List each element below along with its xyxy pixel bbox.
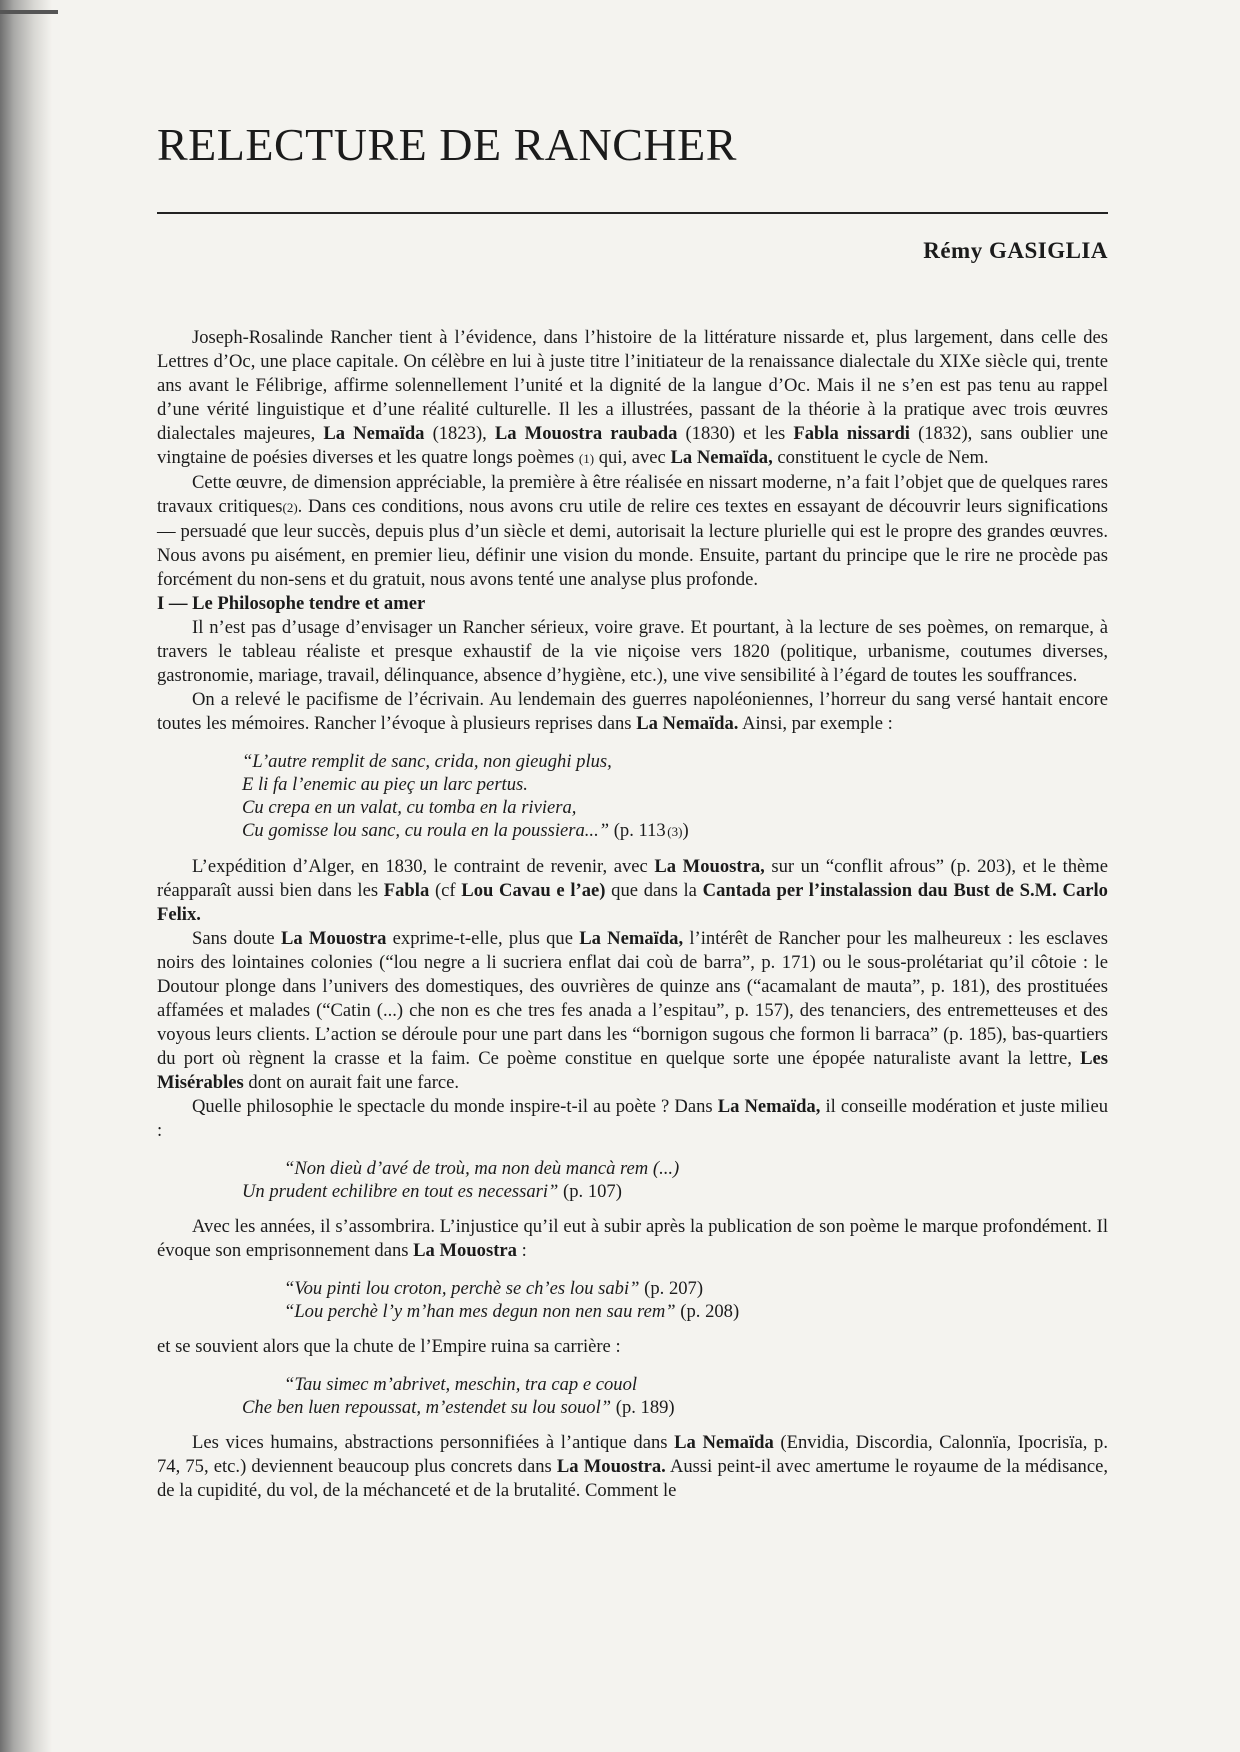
section1-paragraph-1: Il n’est pas d’usage d’envisager un Rancher sérieux, voire grave. Et pourtant, à la lecture de ses poèmes, on remarque, à travers le tableau réaliste et presque exhaustif de la vie niçoise vers 1820 (politique, urbanisme, coutumes diverses, gastronomie, mariage, travail, délinquance, absence d’hygiène, etc.), une vive sensibilité à l’égard de toutes les souffrances. [157,617,1108,686]
work-title: Lou Cavau e l’ae) [461,880,606,901]
verse-line: Un prudent echilibre en tout es necessari” [242,1181,559,1202]
work-title: Cantada per l’instalassion dau Bust de S.M. Carlo Felix. [157,880,1108,925]
text-run: On a relevé le pacifisme de l’écrivain. Au lendemain des guerres napoléoniennes, l’horreur du sang versé hantait encore toutes les mémoires. Rancher l’évoque à plusieurs reprises dans [157,689,1108,734]
verse-line: “L’autre remplit de sanc, crida, non gieughi plus, [242,751,612,772]
work-title: La Nemaïda, [579,928,684,949]
section1-paragraph-2 [157,688,1108,736]
text-run: sur un “conflit afrous” (p. 203), et le thème réapparaît aussi bien dans les [157,856,1109,901]
text-run: Sans doute [192,928,275,949]
section1-paragraph-4 [157,927,1108,1095]
page-binding-shadow [0,0,52,1752]
work-title: La Mouostra [413,1240,517,1261]
text-run: Aussi peint-il avec amertume le royaume de la médisance, de la cupidité, du vol, de la méchanceté et de la brutalité. Comment le [157,1456,1109,1501]
text-run: L’expédition d’Alger, en 1830, le contraint de revenir, avec [192,856,648,877]
verse-line-with-ref [242,1300,1108,1323]
work-title: Les Misérables [157,1048,1108,1093]
work-title: Fabla nissardi [793,423,910,444]
text-run: (Envidia, Discordia, Calonnïa, Ipocrisïa, p. 74, 75, etc.) deviennent beaucoup plus concrets dans [157,1432,1108,1477]
footnote-ref: (2) [282,500,298,515]
work-title: La Mouostra raubada [494,423,678,444]
verse-line: E li fa l’enemic au pieç un larc pertus. [242,774,528,795]
verse-line: “Lou perchè l’y m’han mes degun non nen sau rem” [284,1301,676,1322]
verse-line-with-ref [242,1180,1108,1203]
work-title: La Nemaïda, [717,1096,821,1117]
text-run: Quelle philosophie le spectacle du monde inspire-t-il au poète ? Dans [192,1096,713,1117]
work-title: La Nemaïda [323,423,425,444]
section-heading: I — Le Philosophe tendre et amer [157,593,426,614]
article-body [157,326,1108,1503]
work-title: La Nemaïda [674,1432,774,1453]
text-run: (cf [434,880,456,901]
text-run: (1823), [432,423,487,444]
text-run: . Dans ces conditions, nous avons cru utile de relire ces textes en essayant de découvrir leurs significations — persuadé que leur succès, depuis plus d’un siècle et demi, autorisait la lecture plurielle qui est le propre des grandes œuvres. Nous avons pu aisément, en premier lieu, définir une vision du monde. Ensuite, partant du principe que le rire ne procède pas forcément du non-sens et du gratuit, nous avons tenté une analyse plus profonde. [157,496,1108,590]
title-rule [157,212,1108,214]
verse-line: “Vou pinti lou croton, perchè se ch’es lou sabi” [284,1278,640,1299]
verse-line-with-ref [242,1396,1108,1419]
page-reference: (p. 189) [615,1397,675,1418]
work-title: Fabla [383,880,430,901]
text-run: : [521,1240,527,1261]
section1-paragraph-6 [157,1215,1108,1263]
verse-line: “Non dieù d’avé de troù, ma non deù mancà rem (...) [284,1158,680,1179]
author-name: Rémy GASIGLIA [923,238,1108,263]
text-run: l’intérêt de Rancher pour les malheureux : les esclaves noirs des lointaines colonies (“lou negre a li sucriera enflat dai coù de barra”, p. 171) ou le sous-prolétariat qu’il côtoie : le Doutour plonge dans l’univers des domestiques, des ouvrières de quinze ans (“acamalant de mauta”, p. 181), des prostituées affamées et malades (“Catin (...) che non es che tres fes anada a l’espitau”, p. 157), des tenanciers, des entremetteuses et des voyous leurs clients. L’action se déroule pour une part dans les “bornigon sugous che formon li barraca” (p. 185), bas-quartiers du port où règnent la crasse et la faim. Ce poème constitue en quelque sorte une épopée naturaliste avant la lettre, [157,928,1109,1069]
section1-paragraph-7: et se souvient alors que la chute de l’Empire ruina sa carrière : [157,1336,621,1357]
text-run: Avec les années, il s’assombrira. L’injustice qu’il eut à subir après la publication de son poème le marque profondément. Il évoque son emprisonnement dans [157,1216,1108,1261]
section1-paragraph-3 [157,855,1108,927]
verse-quote-3 [157,1277,1108,1323]
verse-line: Cu gomisse lou sanc, cu roula en la poussiera...” [242,820,610,841]
work-title: La Mouostra, [654,856,765,877]
verse-line: “Tau simec m’abrivet, meschin, tra cap e couol [284,1374,638,1395]
verse-line-with-ref [242,819,1108,843]
page-reference: (p. 207) [644,1278,704,1299]
text-run: (1832), sans oublier une vingtaine de poésies diverses et les quatre longs poèmes [157,423,1109,468]
section1-paragraph-8 [157,1431,1108,1503]
verse-line: Che ben luen repoussat, m’estendet su lou souol” [242,1397,612,1418]
intro-paragraph-1 [157,326,1108,471]
footnote-ref: (3) [667,824,683,839]
text-run: qui, avec [598,447,666,468]
page-reference: (p. 107) [563,1181,622,1202]
text-run: que dans la [611,880,697,901]
text-run: il conseille modération et juste milieu : [157,1096,1108,1141]
text-run: Cette œuvre, de dimension appréciable, la première à être réalisée en nissart moderne, n’a fait l’objet que de quelques rares travaux critiques [157,472,1108,517]
article-title: RELECTURE DE RANCHER [157,119,737,170]
page-reference-end: ) [682,820,689,841]
intro-paragraph-2 [157,471,1108,592]
section1-paragraph-5 [157,1095,1108,1143]
text-run: (1830) et les [685,423,786,444]
page-reference-text: (p. 113 [613,820,666,841]
text-run: dont on aurait fait une farce. [248,1072,460,1093]
work-title: La Mouostra. [556,1456,666,1477]
text-run: Ainsi, par exemple : [742,713,893,734]
text-run: constituent le cycle de Nem. [777,447,989,468]
verse-quote-1 [157,750,1108,843]
verse-quote-2 [157,1157,1108,1203]
work-title: La Nemaïda. [636,713,739,734]
text-run: Joseph-Rosalinde Rancher tient à l’évidence, dans l’histoire de la littérature nissarde et, plus largement, dans celle des Lettres d’Oc, une place capitale. On célèbre en lui à juste titre l’initiateur de la renaissance dialectale du XIXe siècle qui, trente ans avant le Félibrige, affirme solennellement l’unité et la dignité de la langue d’Oc. Mais il ne s’en est pas tenu au rappel d’une vérité linguistique et d’une réalité culturelle. Il les a illustrées, passant de la théorie à la pratique avec trois œuvres dialectales majeures, [157,327,1108,444]
verse-quote-4 [157,1373,1108,1419]
footnote-ref: (1) [578,451,595,466]
text-run: exprime-t-elle, plus que [392,928,573,949]
page-reference [614,820,689,841]
work-title: La Nemaïda, [670,447,773,468]
page-edge-mark [0,10,58,14]
verse-line-with-ref [242,1277,1108,1300]
verse-line: Cu crepa en un valat, cu tomba en la riviera, [242,797,577,818]
work-title: La Mouostra [280,928,387,949]
text-run: Les vices humains, abstractions personnifiées à l’antique dans [192,1432,668,1453]
page-reference: (p. 208) [680,1301,740,1322]
